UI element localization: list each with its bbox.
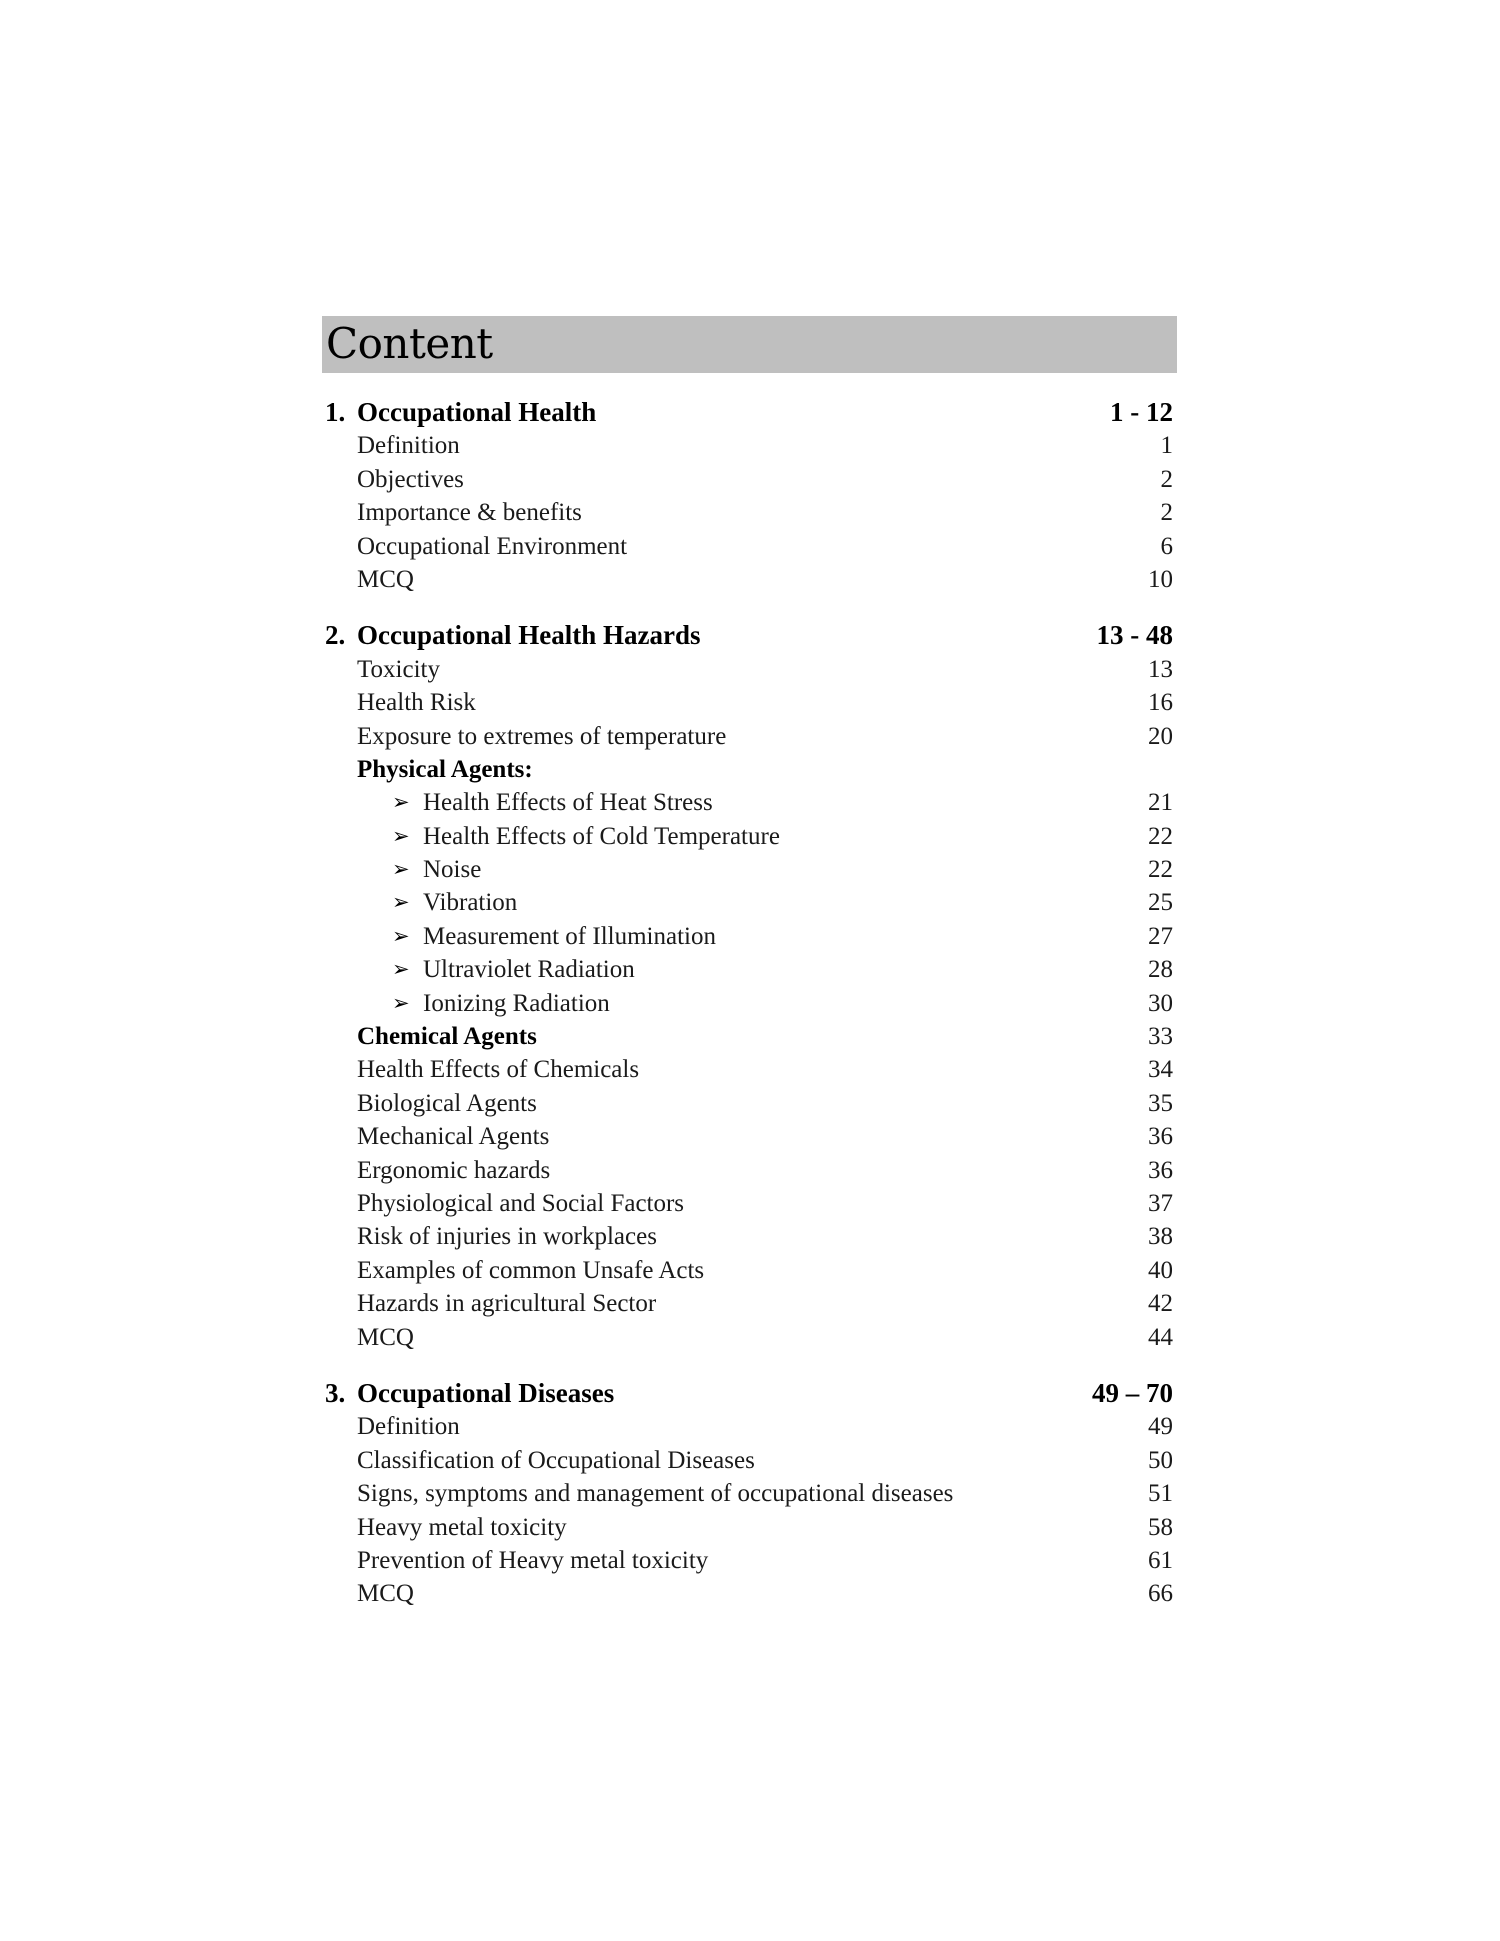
toc-entry[interactable] (322, 429, 1173, 462)
toc-section-heading[interactable] (322, 619, 1173, 652)
toc-entry-page: 35 (1148, 1089, 1173, 1117)
toc-entry-page: 27 (1148, 922, 1173, 950)
arrow-bullet-icon: ➢ (392, 823, 410, 848)
toc-entry[interactable] (322, 720, 1173, 753)
section-number: 1. (325, 397, 346, 427)
toc-entry-label: Health Effects of Heat Stress (423, 789, 713, 817)
toc-subheading-label: Physical Agents: (357, 755, 533, 783)
arrow-bullet-icon: ➢ (392, 923, 410, 948)
toc-bullet-entry[interactable] (322, 987, 1173, 1020)
page-title: Content (326, 319, 493, 368)
toc-entry-page: 20 (1148, 722, 1173, 750)
toc-entry-page: 38 (1148, 1223, 1173, 1251)
toc-entry-label: Heavy metal toxicity (357, 1513, 567, 1541)
toc-entry-page: 50 (1148, 1446, 1173, 1474)
toc-entry-label: MCQ (357, 1580, 414, 1608)
toc-entry[interactable] (322, 1154, 1173, 1187)
toc-bullet-entry[interactable] (322, 886, 1173, 919)
section-title: Occupational Health Hazards (357, 620, 701, 651)
toc-entry-page: 21 (1148, 789, 1173, 817)
arrow-bullet-icon: ➢ (392, 790, 410, 815)
toc-entry-page: 28 (1148, 956, 1173, 984)
toc-subheading[interactable] (322, 753, 1173, 786)
toc-entry-label: Ultraviolet Radiation (423, 956, 635, 984)
toc-entry-page: 58 (1148, 1513, 1173, 1541)
arrow-bullet-icon: ➢ (392, 857, 410, 882)
toc-entry[interactable] (322, 1053, 1173, 1086)
section-title: Occupational Diseases (357, 1377, 615, 1408)
arrow-bullet-icon: ➢ (392, 990, 410, 1015)
toc-entry-page: 42 (1148, 1290, 1173, 1318)
toc-entry-page: 36 (1148, 1123, 1173, 1151)
toc-entry-page: 30 (1148, 989, 1173, 1017)
section-gap (322, 1354, 1173, 1377)
toc-entry[interactable] (322, 563, 1173, 596)
table-of-contents (322, 396, 1173, 1611)
toc-entry[interactable] (322, 1321, 1173, 1354)
toc-entry[interactable] (322, 463, 1173, 496)
toc-entry-label: Hazards in agricultural Sector (357, 1290, 657, 1318)
toc-entry-page: 40 (1148, 1256, 1173, 1284)
toc-entry-page: 10 (1148, 565, 1173, 593)
toc-entry-page: 16 (1148, 689, 1173, 717)
toc-entry-label: Biological Agents (357, 1089, 537, 1117)
toc-entry-page: 37 (1148, 1189, 1173, 1217)
toc-subheading[interactable] (322, 1020, 1173, 1053)
toc-section-heading[interactable] (322, 396, 1173, 429)
toc-entry[interactable] (322, 653, 1173, 686)
toc-entry[interactable] (322, 1444, 1173, 1477)
toc-entry-label: Measurement of Illumination (423, 922, 716, 950)
section-gap (322, 596, 1173, 619)
toc-bullet-entry[interactable] (322, 820, 1173, 853)
arrow-bullet-icon: ➢ (392, 957, 410, 982)
toc-bullet-entry[interactable] (322, 786, 1173, 819)
toc-entry-label: Signs, symptoms and management of occupational diseases (357, 1480, 954, 1508)
toc-entry-label: Risk of injuries in workplaces (357, 1223, 657, 1251)
toc-entry-label: Physiological and Social Factors (357, 1189, 685, 1217)
section-title: Occupational Health (357, 397, 597, 427)
toc-entry[interactable] (322, 1120, 1173, 1153)
toc-entry-label: Definition (357, 1413, 460, 1441)
toc-entry-page: 66 (1148, 1580, 1173, 1608)
toc-entry[interactable] (322, 1187, 1173, 1220)
toc-entry-label: Noise (423, 856, 482, 884)
toc-entry-label: Vibration (423, 889, 518, 917)
toc-entry-page: 33 (1148, 1023, 1173, 1051)
arrow-bullet-icon: ➢ (392, 890, 410, 915)
toc-entry-page: 25 (1148, 889, 1173, 917)
toc-entry-page: 51 (1148, 1480, 1173, 1508)
toc-section-heading[interactable] (322, 1377, 1173, 1410)
toc-bullet-entry[interactable] (322, 920, 1173, 953)
toc-entry-page: 2 (1160, 465, 1173, 493)
toc-bullet-entry[interactable] (322, 953, 1173, 986)
section-number: 2. (325, 620, 346, 651)
toc-entry-label: Ionizing Radiation (423, 989, 610, 1017)
toc-entry[interactable] (322, 1220, 1173, 1253)
toc-entry[interactable] (322, 1577, 1173, 1610)
toc-entry-page: 6 (1160, 532, 1173, 560)
toc-entry-label: Health Effects of Chemicals (357, 1056, 640, 1084)
toc-entry[interactable] (322, 1410, 1173, 1443)
toc-entry[interactable] (322, 1544, 1173, 1577)
toc-entry-page: 49 (1148, 1413, 1173, 1441)
section-number: 3. (325, 1377, 346, 1408)
toc-entry-label: Health Effects of Cold Temperature (423, 822, 780, 850)
toc-entry-label: Importance & benefits (357, 499, 582, 527)
toc-entry-label: Health Risk (357, 689, 476, 717)
toc-entry-label: Toxicity (357, 655, 440, 683)
toc-subheading-label: Chemical Agents (357, 1023, 537, 1051)
toc-entry-label: MCQ (357, 1323, 414, 1351)
toc-entry-label: Ergonomic hazards (357, 1156, 551, 1184)
toc-entry-label: Classification of Occupational Diseases (357, 1446, 755, 1474)
section-page-range: 13 - 48 (1096, 620, 1173, 651)
toc-entry-label: Definition (357, 432, 460, 460)
toc-entry-page: 61 (1148, 1546, 1173, 1574)
toc-entry-label: Objectives (357, 465, 464, 493)
toc-entry-page: 44 (1148, 1323, 1173, 1351)
toc-entry-page: 1 (1160, 432, 1173, 460)
toc-entry-label: Examples of common Unsafe Acts (357, 1256, 705, 1284)
content-title-bar (322, 316, 1177, 373)
section-page-range: 1 - 12 (1110, 397, 1173, 427)
toc-entry-label: Occupational Environment (357, 532, 628, 560)
toc-entry[interactable] (322, 496, 1173, 529)
toc-entry-page: 2 (1160, 499, 1173, 527)
toc-entry[interactable] (322, 1087, 1173, 1120)
toc-entry[interactable] (322, 1511, 1173, 1544)
toc-entry-label: Mechanical Agents (357, 1123, 550, 1151)
toc-bullet-entry[interactable] (322, 853, 1173, 886)
toc-entry-page: 22 (1148, 822, 1173, 850)
toc-entry[interactable] (322, 686, 1173, 719)
toc-entry-page: 36 (1148, 1156, 1173, 1184)
toc-entry[interactable] (322, 1477, 1173, 1510)
toc-entry-page: 22 (1148, 856, 1173, 884)
toc-entry-label: Exposure to extremes of temperature (357, 722, 727, 750)
toc-entry-label: Prevention of Heavy metal toxicity (357, 1546, 709, 1574)
toc-entry[interactable] (322, 530, 1173, 563)
section-page-range: 49 – 70 (1092, 1377, 1173, 1408)
toc-entry[interactable] (322, 1287, 1173, 1320)
toc-entry-page: 13 (1148, 655, 1173, 683)
toc-entry-label: MCQ (357, 565, 414, 593)
toc-entry-page: 34 (1148, 1056, 1173, 1084)
toc-entry[interactable] (322, 1254, 1173, 1287)
